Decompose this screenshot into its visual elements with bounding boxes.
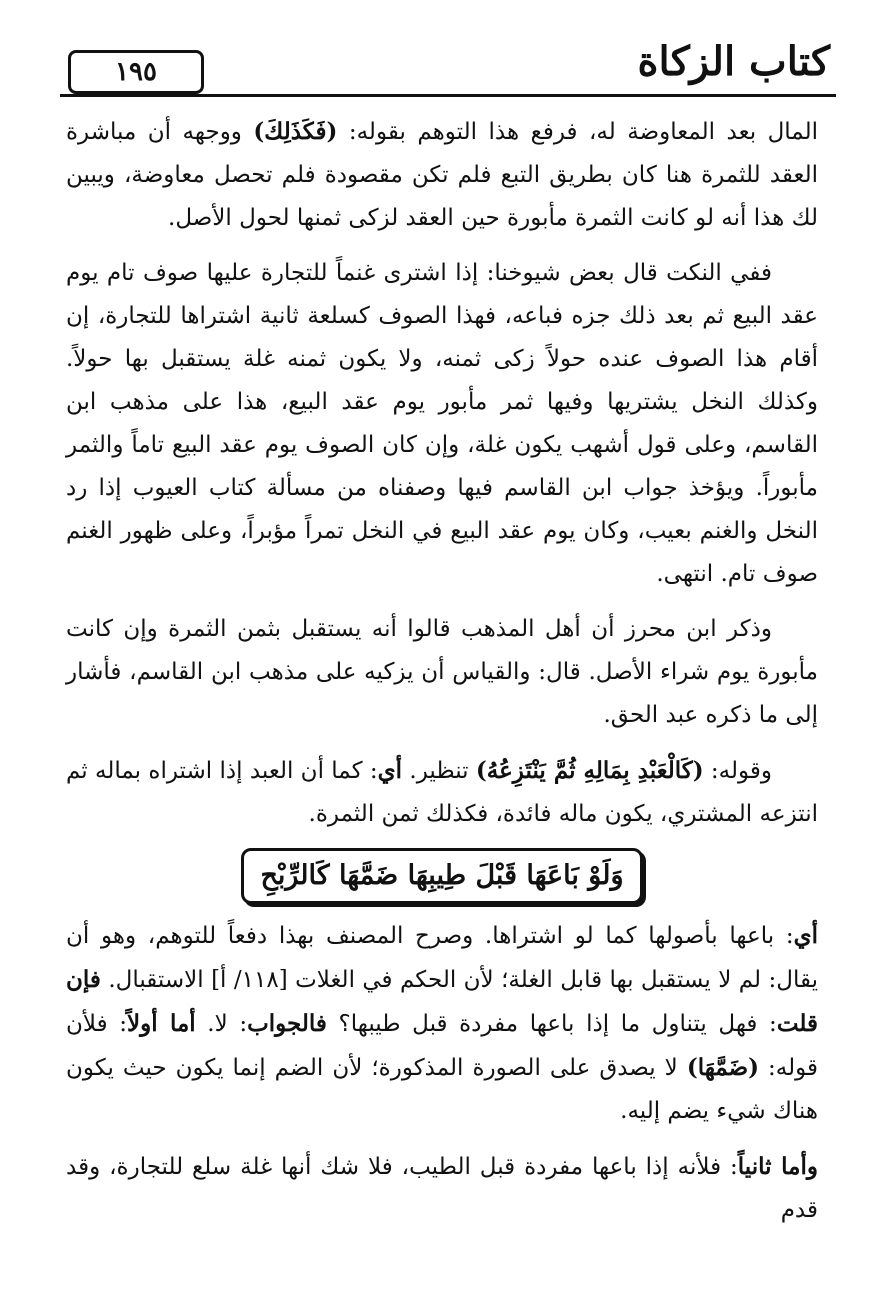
text-segment: : باعها بأصولها كما لو اشتراها. وصرح المصنف بهذا دفعاً للتوهم، وهو أن يقال: لم لا يستقبل بها قابل الغلة؛ لأن الحكم في الغلات [١١٨/ أ] الاستقبال. — [66, 923, 818, 993]
bold-text-segment: أي — [793, 922, 818, 949]
bold-text-segment: وأما ثانياً — [737, 1153, 819, 1180]
matn-heading-wrapper — [66, 848, 818, 904]
bold-text-segment: (فَكَذَلِكَ) — [253, 118, 338, 145]
paragraph — [66, 1145, 818, 1232]
text-segment: لا يصدق على الصورة المذكورة؛ لأن الضم إنما يكون حيث يكون هناك شيء يضم إليه. — [66, 1055, 818, 1124]
bold-text-segment: أما أولاً — [127, 1010, 196, 1037]
text-block-top — [66, 110, 818, 836]
paragraph — [66, 110, 818, 240]
bold-text-segment: (ضَمَّهَا) — [686, 1054, 760, 1081]
text-segment: : فهل يتناول ما إذا باعها مفردة قبل طيبها؟ — [326, 1011, 777, 1037]
bold-text-segment: فالجواب — [247, 1010, 327, 1037]
text-segment: ففي النكت قال بعض شيوخنا: إذا اشترى غنماً للتجارة عليها صوف تام يوم عقد البيع ثم بعد ذلك جزه فباعه، فهذا الصوف كسلعة ثانية اشتراها للتجارة، إن أقام هذا الصوف عنده حولاً زكى ثمنه، ولا يكون ثمنه غلة يستقبل بها حولاً. وكذلك النخل يشتريها وفيها ثمر مأبور يوم عقد البيع، هذا على مذهب ابن القاسم، وعلى قول أشهب يكون غلة، وإن كان الصوف يوم عقد البيع تاماً والثمر مأبوراً. ويؤخذ جواب ابن القاسم فيها وصفناه من مسألة كتاب العيوب إذا رد النخل والغنم بعيب، وكان يوم عقد البيع في النخل تمراً مؤبراً، وعلى ظهور الغنم صوف تام. انتهى. — [66, 260, 818, 587]
matn-heading: وَلَوْ بَاعَهَا قَبْلَ طِيبِهَا ضَمَّهَا كَالرِّبْحِ — [241, 848, 642, 904]
header-divider — [60, 94, 836, 97]
page-number: ١٩٥ — [68, 50, 204, 94]
text-segment: تنظير. — [402, 758, 476, 784]
bold-text-segment: فإن قلت — [66, 966, 819, 1037]
paragraph — [66, 252, 818, 596]
page-header — [60, 38, 830, 100]
text-segment: : لا. — [195, 1011, 248, 1037]
text-block-bottom — [66, 914, 818, 1232]
paragraph — [66, 914, 818, 1133]
text-segment: المال بعد المعاوضة له، فرفع هذا التوهم بقوله: — [337, 119, 818, 145]
paragraph — [66, 608, 818, 737]
text-segment: : فلأن قوله: — [66, 1011, 818, 1081]
text-segment: : كما أن العبد إذا اشتراه بماله ثم انتزعه المشتري، يكون ماله فائدة، فكذلك ثمن الثمرة. — [66, 758, 818, 827]
text-segment: وذكر ابن محرز أن أهل المذهب قالوا أنه يستقبل بثمن الثمرة وإن كانت مأبورة يوم شراء الأصل. قال: والقياس أن يزكيه على مذهب ابن القاسم، فأشار إلى ما ذكره عبد الحق. — [66, 616, 818, 728]
text-segment: ووجهه أن مباشرة العقد للثمرة هنا كان بطريق التبع فلم تكن مقصودة فلم تحصل معاوضة، ويبين لك هذا أنه لو كانت الثمرة مأبورة حين العقد لزكى ثمنها لحول الأصل. — [66, 119, 818, 231]
page-body — [66, 110, 818, 1244]
text-segment: وقوله: — [703, 758, 772, 784]
bold-text-segment: أي — [377, 757, 403, 784]
text-segment: : فلأنه إذا باعها مفردة قبل الطيب، فلا شك أنها غلة سلع للتجارة، وقد قدم — [66, 1154, 818, 1223]
paragraph — [66, 749, 818, 836]
bold-text-segment: (كَالْعَبْدِ بِمَالِهِ ثُمَّ يَنْتَزِعُهُ) — [475, 757, 704, 784]
chapter-title: كتاب الزكاة — [637, 38, 830, 85]
